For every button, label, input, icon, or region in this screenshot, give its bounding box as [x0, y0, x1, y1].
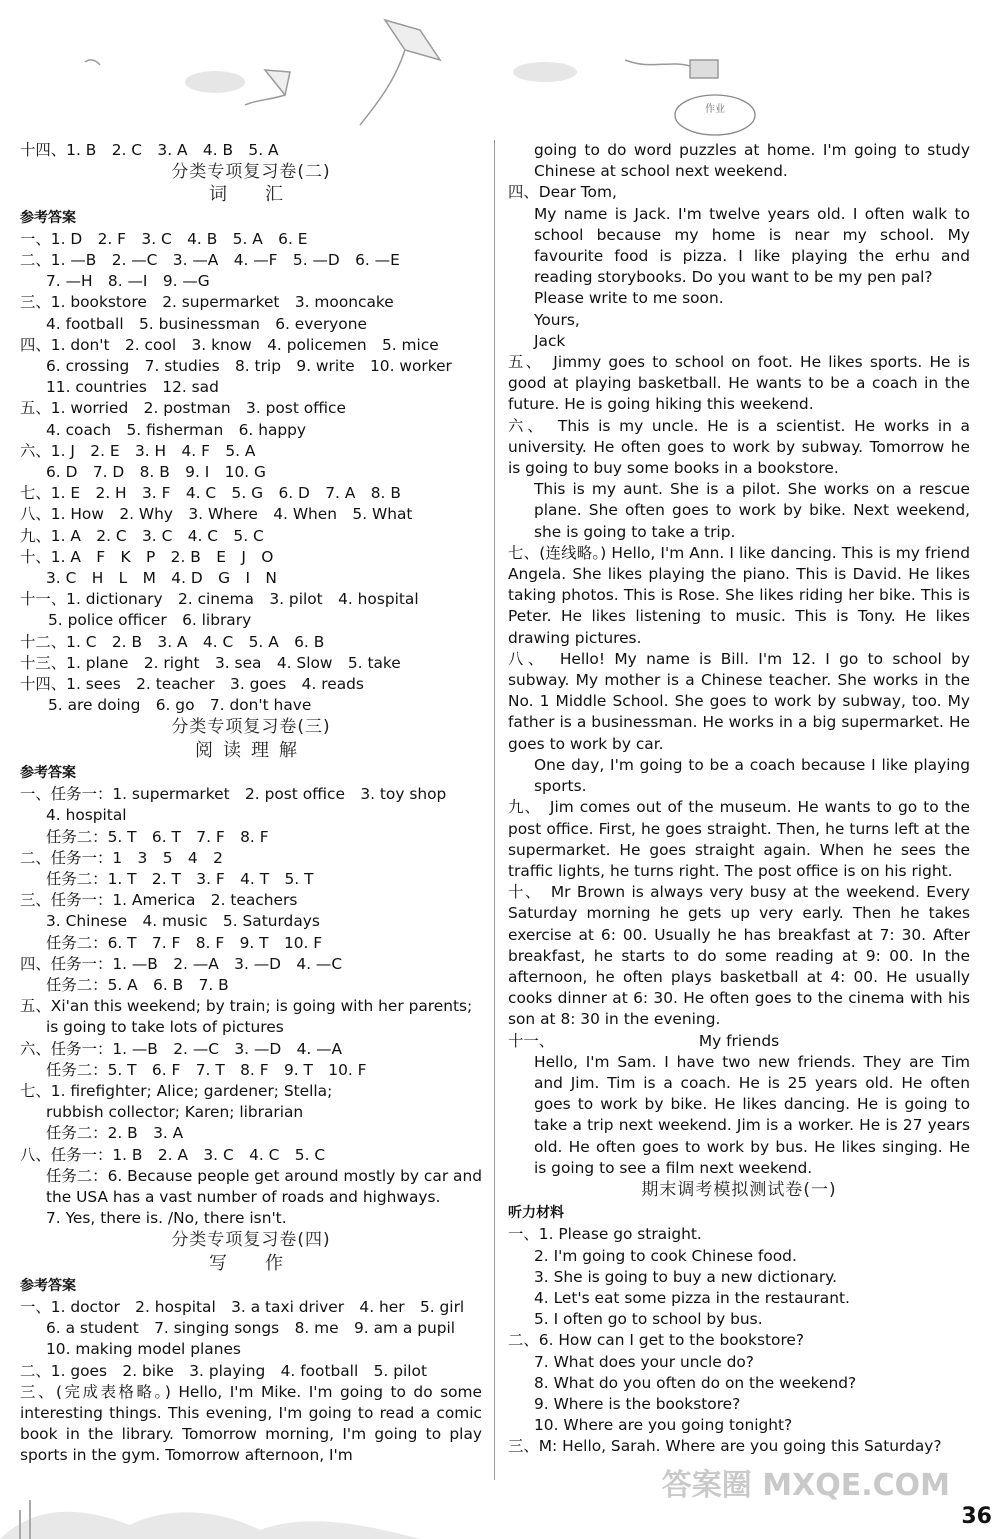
section-title: 期末调考模拟测试卷(一) [641, 1179, 837, 1200]
writing-paragraph: Hello, I'm Sam. I have two new friends. They are Tim and Jim. Tim is a coach. He is 25 years old. He often goes to work by bike. He likes dancing. He is going to take a trip next weekend. Jim is a worker. He is 27 years old. He often goes to work by bus. He likes singing. He is going to see a film next weekend. [534, 1052, 970, 1177]
writing-paragraph: 三、(完成表格略。) Hello, I'm Mike. I'm going to do some interesting things. This evening, I'm going to read a comic book in the library. Tomorrow morning, I'm going to play sports in the gym. Tomorrow afternoon, I'm [20, 1382, 482, 1465]
answer-line: 4. coach 5. fisherman 6. happy [46, 420, 307, 439]
column-divider [494, 140, 495, 1480]
section-subtitle: 写 作 [209, 1252, 293, 1274]
answer-line: 任务二：6. T 7. F 8. F 9. T 10. F [46, 933, 323, 952]
answer-line: 六、1. J 2. E 3. H 4. F 5. A [20, 441, 256, 460]
answer-line: 11. countries 12. sad [46, 378, 219, 397]
answer-line: 二、1. goes 2. bike 3. playing 4. football 5. pilot [20, 1361, 427, 1380]
answer-line: 6. a student 7. singing songs 8. me 9. am a pupil [46, 1319, 456, 1338]
section-subtitle: 词 汇 [209, 184, 293, 206]
answer-line: is going to take lots of pictures [46, 1018, 284, 1037]
answers-heading: 参考答案 [20, 1277, 76, 1294]
letter-line: Please write to me soon. [534, 289, 724, 308]
page-number: 36 [961, 1504, 992, 1529]
letter-body: My name is Jack. I'm twelve years old. I often walk to school because my home is near my school. My favourite food is pizza. I like playing the erhu and reading storybooks. Do you want to be my pen pal? [534, 204, 970, 287]
answer-line: 3. C H L M 4. D G I N [46, 569, 277, 588]
answer-line: 任务二：5. T 6. T 7. F 8. F [46, 827, 269, 846]
answer-line: 十四、1. B 2. C 3. A 4. B 5. A [20, 141, 279, 159]
essay-title: My friends [698, 1031, 780, 1050]
answer-line: 5. police officer 6. library [48, 611, 252, 630]
answer-line: 十一、1. dictionary 2. cinema 3. pilot 4. hospital [20, 590, 419, 609]
answer-line: 任务二：6. Because people get around mostly by car and [46, 1166, 483, 1185]
answer-line: 一、1. doctor 2. hospital 3. a taxi driver 4. her 5. girl [20, 1297, 465, 1316]
answer-line: 二、1. —B 2. —C 3. —A 4. —F 5. —D 6. —E [20, 251, 400, 270]
writing-paragraph: 十、 Mr Brown is always very busy at the weekend. Every Saturday morning he gets up very early. Then he takes exercise at 6: 00. Usually he has breakfast at 7: 30. After breakfast, he starts to do some reading at 9: 00. In the afternoon, he often plays basketball at 4: 00. He usually cooks dinner at 6: 30. He often goes to the cinema with his son at 8: 30 in the evening. [508, 883, 970, 1029]
answer-line: 4. football 5. businessman 6. everyone [46, 314, 367, 333]
answer-line: 7. Yes, there is. /No, there isn't. [46, 1209, 287, 1228]
left-column [20, 140, 482, 1467]
answer-line: 八、1. How 2. Why 3. Where 4. When 5. What [20, 505, 413, 524]
section-title: 分类专项复习卷(二) [171, 162, 331, 183]
listening-line: 3. She is going to buy a new dictionary. [534, 1267, 837, 1286]
answer-line: 10. making model planes [46, 1340, 241, 1359]
writing-paragraph: 九、 Jim comes out of the museum. He wants to go to the post office. First, he goes straight. Then, he turns left at the supermarket. He goes straight again. When he sees the traffic lights, he turns right. The post office is on his right. [508, 798, 970, 880]
answer-line: 5. are doing 6. go 7. don't have [48, 696, 312, 715]
letter-signature: Jack [534, 331, 566, 350]
watermark: 答案圈 MXQE.COM [661, 1468, 950, 1503]
answer-line: 3. Chinese 4. music 5. Saturdays [46, 912, 320, 931]
answer-line: 一、任务一：1. supermarket 2. post office 3. toy shop [20, 785, 447, 804]
listening-line: 10. Where are you going tonight? [534, 1416, 793, 1435]
listening-line: 一、1. Please go straight. [508, 1225, 702, 1244]
answer-line: 七、1. firefighter; Alice; gardener; Stella; [20, 1081, 333, 1100]
essay-block [508, 1031, 970, 1052]
listening-line: 5. I often go to school by bus. [534, 1310, 763, 1329]
svg-text:作业: 作业 [705, 104, 725, 115]
answer-line: 7. —H 8. —I 9. —G [46, 272, 210, 291]
answer-line: 七、1. E 2. H 3. F 4. C 5. G 6. D 7. A 8. B [20, 484, 401, 503]
answer-line: 十、1. A F K P 2. B E J O [20, 547, 274, 566]
section-title: 分类专项复习卷(三) [171, 717, 331, 738]
answers-heading: 参考答案 [20, 209, 76, 226]
answer-line: 一、1. D 2. F 3. C 4. B 5. A 6. E [20, 229, 308, 248]
answer-line: 6. crossing 7. studies 8. trip 9. write 10. worker [46, 357, 452, 376]
answer-line: 十四、1. sees 2. teacher 3. goes 4. reads [20, 675, 364, 694]
answer-line: 十二、1. C 2. B 3. A 4. C 5. A 6. B [20, 632, 325, 651]
listening-line: 二、6. How can I get to the bookstore? [508, 1331, 805, 1350]
answers-heading: 参考答案 [20, 764, 76, 781]
footer-illustration [0, 1470, 420, 1539]
listening-line: 2. I'm going to cook Chinese food. [534, 1246, 797, 1265]
listening-line: 4. Let's eat some pizza in the restaurant. [534, 1288, 850, 1307]
answer-line: 任务二：5. A 6. B 7. B [46, 975, 229, 994]
answer-line: 四、1. don't 2. cool 3. know 4. policemen 5. mice [20, 335, 439, 354]
letter-greeting: 四、Dear Tom, [508, 183, 617, 202]
writing-paragraph: 八、 Hello! My name is Bill. I'm 12. I go to school by subway. My mother is a Chinese teacher. She works in the No. 1 Middle School. She goes to work by subway, too. My father is a businessman. He works in a big supermarket. He goes to work by car. [508, 649, 970, 753]
writing-paragraph: 七、(连线略。) Hello, I'm Ann. I like dancing. This is my friend Angela. She likes playing the piano. This is David. He likes taking photos. This is Rose. She likes riding her bike. This is Peter. He likes listening to music. This is Tony. He likes drawing pictures. [508, 543, 970, 647]
answer-line: 六、任务一：1. —B 2. —C 3. —D 4. —A [20, 1039, 343, 1058]
answer-line: 三、任务一：1. America 2. teachers [20, 891, 298, 910]
right-column [508, 140, 970, 1458]
answer-line: 任务二：2. B 3. A [46, 1124, 184, 1143]
answer-line: 五、1. worried 2. postman 3. post office [20, 399, 346, 418]
writing-paragraph: going to do word puzzles at home. I'm going to study Chinese at school next weekend. [534, 141, 970, 181]
answer-line: 6. D 7. D 8. B 9. I 10. G [46, 463, 266, 482]
section-subtitle: 阅读理解 [195, 739, 307, 761]
answer-line: the USA has a vast number of roads and highways. [46, 1187, 441, 1206]
listening-line: 三、M: Hello, Sarah. Where are you going this Saturday? [508, 1437, 942, 1456]
listening-line: 8. What do you often do on the weekend? [534, 1373, 857, 1392]
listening-line: 7. What does your uncle do? [534, 1352, 754, 1371]
writing-paragraph: 五、 Jimmy goes to school on foot. He likes sports. He is good at playing basketball. He wants to be a coach in the future. He is going hiking this weekend. [508, 353, 970, 414]
writing-paragraph: This is my aunt. She is a pilot. She works on a rescue plane. She often goes to work by bike. Next weekend, she is going to take a trip. [534, 480, 970, 541]
answer-line: 九、1. A 2. C 3. C 4. C 5. C [20, 526, 264, 545]
answer-line: 四、任务一：1. —B 2. —A 3. —D 4. —C [20, 954, 343, 973]
essay-number: 十一、 [508, 1031, 555, 1050]
answer-line: 二、任务一：1 3 5 4 2 [20, 848, 223, 867]
header-illustration [0, 0, 1000, 140]
answer-line: 五、Xi'an this weekend; by train; is going with her parents; [20, 997, 473, 1016]
answer-line: rubbish collector; Karen; librarian [46, 1103, 304, 1122]
listening-line: 9. Where is the bookstore? [534, 1394, 741, 1413]
stamp-seal [675, 95, 755, 135]
letter-closing: Yours, [534, 310, 580, 329]
answer-line: 八、任务一：1. B 2. A 3. C 4. C 5. C [20, 1145, 326, 1164]
section-title: 分类专项复习卷(四) [171, 1230, 331, 1251]
answer-line: 任务二：5. T 6. F 7. T 8. F 9. T 10. F [46, 1060, 367, 1079]
answer-line: 三、1. bookstore 2. supermarket 3. mooncake [20, 293, 394, 312]
listening-heading: 听力材料 [508, 1205, 564, 1222]
answer-line: 4. hospital [46, 806, 127, 825]
writing-paragraph: 六、 This is my uncle. He is a scientist. He works in a university. He often goes to work by subway. Tomorrow he is going to buy some books in a bookstore. [508, 416, 970, 478]
answer-line: 十三、1. plane 2. right 3. sea 4. Slow 5. take [20, 653, 401, 672]
writing-paragraph: One day, I'm going to be a coach because I like playing sports. [534, 755, 970, 796]
answer-line: 任务二：1. T 2. T 3. F 4. T 5. T [46, 869, 314, 888]
